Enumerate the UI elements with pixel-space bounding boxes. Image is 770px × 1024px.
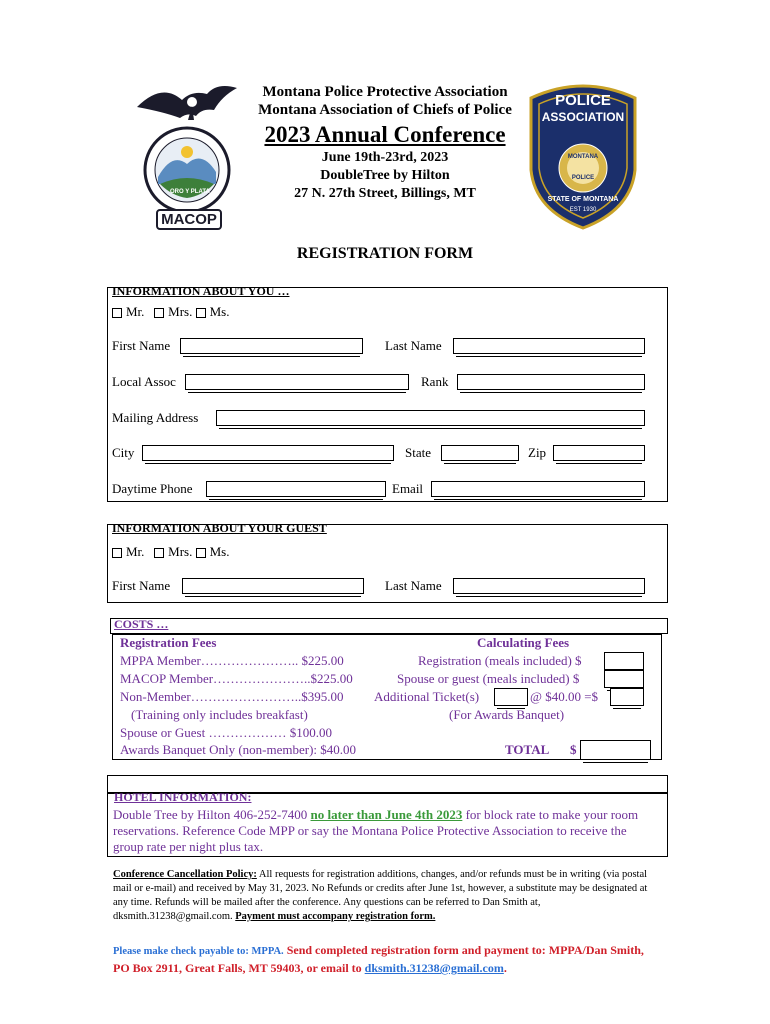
you-title-options [112, 304, 230, 320]
hotel-section-title: HOTEL INFORMATION: [114, 790, 252, 804]
daytime-phone-label: Daytime Phone [112, 481, 193, 496]
calc-ticket-count-field[interactable] [494, 688, 528, 706]
macop-seal-motto: ORO Y PLATA [170, 189, 210, 195]
guest-checkbox-mrs[interactable] [154, 548, 164, 558]
option-mr-label: Mr. [126, 304, 145, 319]
police-association-badge [523, 80, 643, 230]
local-assoc-label: Local Assoc [112, 374, 176, 389]
guest-checkbox-ms[interactable] [196, 548, 206, 558]
guest-option-mrs-label: Mrs. [168, 544, 193, 559]
last-name-field[interactable] [453, 338, 645, 354]
checkbox-mr[interactable] [112, 308, 122, 318]
calc-registration-label: Registration (meals included) $ [418, 653, 582, 668]
mailing-address-field[interactable] [216, 410, 645, 426]
macop-logo [122, 72, 252, 232]
last-name-label: Last Name [385, 338, 442, 353]
first-name-field[interactable] [180, 338, 363, 354]
total-field[interactable] [580, 740, 651, 760]
org-line-1: Montana Police Protective Association [262, 84, 508, 100]
calc-additional-price-label: @ $40.00 =$ [530, 689, 599, 704]
badge-line-2: ASSOCIATION [541, 110, 625, 124]
eagle-seal-icon [122, 72, 252, 232]
cancellation-heading: Conference Cancellation Policy: [113, 869, 257, 880]
form-title: REGISTRATION FORM [296, 245, 474, 262]
rank-field[interactable] [457, 374, 645, 390]
calc-spouse-label: Spouse or guest (meals included) $ [397, 671, 580, 686]
registration-fees-heading: Registration Fees [120, 635, 217, 650]
rank-label: Rank [421, 374, 449, 389]
check-payable-text: Please make check payable to: MPPA. [113, 946, 284, 957]
badge-center-text: MONTANA [567, 154, 599, 160]
first-name-label: First Name [112, 338, 171, 353]
zip-label: Zip [528, 445, 547, 460]
calculating-fees-heading: Calculating Fees [477, 635, 570, 650]
you-section-title: INFORMATION ABOUT YOU … [112, 284, 290, 298]
fee-mppa-member: MPPA Member………………….. $225.00 [120, 653, 344, 668]
costs-title-bar [110, 618, 668, 634]
fee-awards-banquet: Awards Banquet Only (non-member): $40.00 [120, 742, 357, 757]
conference-address: 27 N. 27th Street, Billings, MT [294, 186, 476, 201]
payment-instructions [113, 942, 658, 977]
total-dollar-sign: $ [570, 742, 577, 757]
cancellation-body: All requests for registration additions, changes, and/or refunds must be in writing (via postal mail or e-mail) and received by May 31, 2023. No Refunds or credits after June 1st, however, a substitute may be designated at any time. Refunds will be mailed after the conference. Any questions can be referred to Dan Smith at, dksmith.31238@gmail.com. [113, 869, 648, 922]
macop-logo-text: MACOP [156, 209, 222, 230]
fee-training-note: (Training only includes breakfast) [131, 707, 308, 722]
badge-est-text: EST 1930 [569, 207, 597, 213]
conference-venue: DoubleTree by Hilton [320, 168, 450, 183]
daytime-phone-field[interactable] [206, 481, 386, 497]
city-field[interactable] [142, 445, 394, 461]
guest-last-name-label: Last Name [385, 578, 442, 593]
total-label: TOTAL [505, 742, 550, 757]
send-to-text: Send completed registration form and payment to: MPPA/Dan Smith, PO Box 2911, Great Falls, MT 59403, or email to [113, 943, 644, 975]
local-assoc-field[interactable] [185, 374, 409, 390]
calc-additional-label: Additional Ticket(s) [374, 689, 480, 704]
badge-center-text-2: POLICE [571, 175, 595, 181]
calc-additional-total-field[interactable] [610, 688, 644, 706]
mailing-address-label: Mailing Address [112, 410, 199, 425]
checkbox-mrs[interactable] [154, 308, 164, 318]
state-field[interactable] [441, 445, 519, 461]
calc-registration-field[interactable] [604, 652, 644, 670]
payment-note: Payment must accompany registration form. [235, 911, 436, 922]
badge-line-1: POLICE [555, 92, 611, 109]
hotel-text-a: Double Tree by Hilton 406-252-7400 [113, 807, 311, 822]
zip-field[interactable] [553, 445, 645, 461]
hotel-deadline: no later than June 4th 2023 [310, 807, 463, 822]
city-label: City [112, 445, 135, 460]
guest-option-ms-label: Ms. [209, 544, 230, 559]
conference-title: 2023 Annual Conference [264, 122, 506, 147]
email-label: Email [392, 481, 424, 496]
fee-macop-member: MACOP Member…………………..$225.00 [120, 671, 353, 686]
badge-ring-text: STATE OF MONTANA [547, 196, 619, 203]
conference-dates: June 19th-23rd, 2023 [321, 150, 449, 165]
guest-first-name-label: First Name [112, 578, 171, 593]
calc-spouse-field[interactable] [604, 670, 644, 688]
option-ms-label: Ms. [209, 304, 230, 319]
hotel-info-text [113, 807, 658, 855]
cancellation-policy [113, 868, 648, 924]
guest-option-mr-label: Mr. [126, 544, 145, 559]
costs-section-title: COSTS … [114, 617, 169, 631]
fee-non-member: Non-Member……………………..$395.00 [120, 689, 344, 704]
hotel-text-b: for block rate to make your room reservations. Reference Code MPP or say the Montana Police Protective Association to receive the group rate per night plus tax. [113, 807, 639, 854]
checkbox-ms[interactable] [196, 308, 206, 318]
guest-first-name-field[interactable] [182, 578, 364, 594]
state-label: State [405, 445, 431, 460]
guest-checkbox-mr[interactable] [112, 548, 122, 558]
payment-period: . [503, 961, 507, 975]
contact-email-link[interactable]: dksmith.31238@gmail.com [364, 961, 504, 975]
calc-for-awards-note: (For Awards Banquet) [449, 707, 565, 722]
email-field[interactable] [431, 481, 645, 497]
option-mrs-label: Mrs. [168, 304, 193, 319]
guest-section-title: INFORMATION ABOUT YOUR GUEST [112, 521, 327, 535]
guest-title-options [112, 544, 230, 560]
guest-last-name-field[interactable] [453, 578, 645, 594]
org-line-2: Montana Association of Chiefs of Police [258, 102, 512, 118]
fee-spouse-guest: Spouse or Guest ……………… $100.00 [120, 725, 332, 740]
